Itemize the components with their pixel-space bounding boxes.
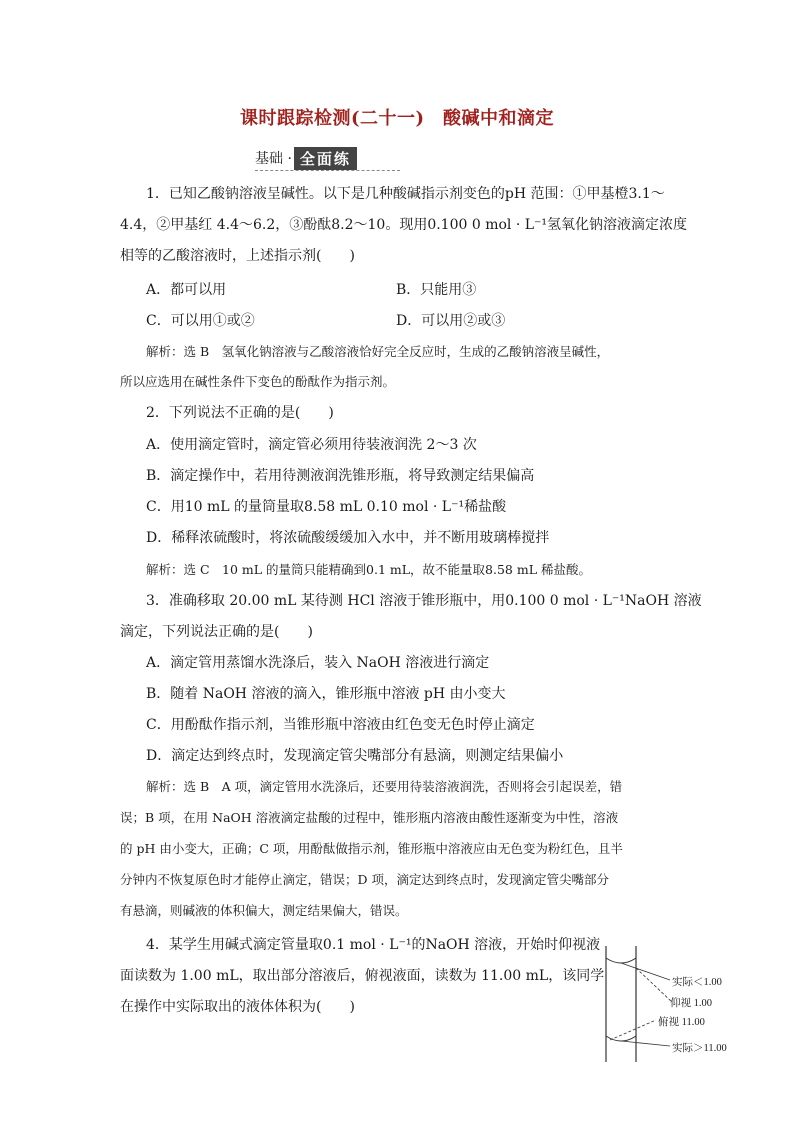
q1-stem-line2: 4.4，②甲基红 4.4～6.2，③酚酞8.2～10。现用0.100 0 mol · L⁻¹氢氧化钠溶液滴定浓度 xyxy=(120,217,688,233)
q1-stem-line1: 1．已知乙酸钠溶液呈碱性。以下是几种酸碱指示剂变色的pH 范围：①甲基橙3.1～ xyxy=(146,186,665,202)
q1-stem-line3: 相等的乙酸溶液时，上述指示剂( ) xyxy=(120,248,355,264)
q1-analysis-line2: 所以应选用在碱性条件下变色的酚酞作为指示剂。 xyxy=(120,374,396,389)
section-divider xyxy=(255,170,400,171)
label-look-up: 仰视 1.00 xyxy=(670,998,712,1009)
label-look-down: 俯视 11.00 xyxy=(658,1017,705,1028)
q2-option-d: D．稀释浓硫酸时，将浓硫酸缓缓加入水中，并不断用玻璃棒搅拌 xyxy=(146,530,550,546)
q2-option-c: C．用10 mL 的量筒量取8.58 mL 0.10 mol · L⁻¹稀盐酸 xyxy=(146,499,507,515)
q1-option-d: D．可以用②或③ xyxy=(396,313,506,329)
q3-stem-line2: 滴定，下列说法正确的是( ) xyxy=(120,624,313,640)
section-badge: 全面练 xyxy=(294,147,357,170)
label-actual-lt: 实际＜1.00 xyxy=(672,977,722,988)
q3-analysis-line5: 有悬滴，则碱液的体积偏大，测定结果偏大，错误。 xyxy=(120,903,408,918)
q4-stem-line1: 4．某学生用碱式滴定管量取0.1 mol · L⁻¹的NaOH 溶液，开始时仰视液 xyxy=(146,937,601,953)
q3-analysis-line4: 分钟内不恢复原色时才能停止滴定，错误；D 项，滴定达到终点时，发现滴定管尖嘴部分 xyxy=(120,872,609,887)
q3-analysis-line2: 误；B 项，在用 NaOH 溶液滴定盐酸的过程中，锥形瓶内溶液由酸性逐渐变为中性，溶液 xyxy=(120,810,619,825)
q3-analysis-line1: 解析：选 B A 项，滴定管用水洗涤后，还要用待装溶液润洗，否则将会引起误差，错 xyxy=(146,779,623,794)
q2-analysis: 解析：选 C 10 mL 的量筒只能精确到0.1 mL，故不能量取8.58 mL 稀盐酸。 xyxy=(146,562,591,577)
q3-option-a: A．滴定管用蒸馏水洗涤后，装入 NaOH 溶液进行滴定 xyxy=(146,655,490,671)
q4-stem-line3: 在操作中实际取出的液体体积为( ) xyxy=(120,999,355,1015)
q3-option-d: D．滴定达到终点时，发现滴定管尖嘴部分有悬滴，则测定结果偏小 xyxy=(146,748,564,764)
q3-option-c: C．用酚酞作指示剂，当锥形瓶中溶液由红色变无色时停止滴定 xyxy=(146,717,535,733)
q1-analysis-line1: 解析：选 B 氢氧化钠溶液与乙酸溶液恰好完全反应时，生成的乙酸钠溶液呈碱性， xyxy=(146,344,610,359)
q1-option-c: C．可以用①或② xyxy=(146,313,255,329)
page-title: 课时跟踪检测(二十一) 酸碱中和滴定 xyxy=(239,108,555,129)
q2-option-b: B．滴定操作中，若用待测液润洗锥形瓶，将导致测定结果偏高 xyxy=(146,468,535,484)
q3-analysis-line3: 的 pH 由小变大，正确；C 项，用酚酞做指示剂，锥形瓶中溶液应由无色变为粉红色，且半 xyxy=(120,841,623,856)
q3-option-b: B．随着 NaOH 溶液的滴入，锥形瓶中溶液 pH 由小变大 xyxy=(146,686,506,702)
q3-stem-line1: 3．准确移取 20.00 mL 某待测 HCl 溶液于锥形瓶中，用0.100 0 mol · L⁻¹NaOH 溶液 xyxy=(146,593,702,609)
burette-figure xyxy=(600,944,740,1064)
q2-stem: 2．下列说法不正确的是( ) xyxy=(146,405,334,421)
q1-option-a: A．都可以用 xyxy=(146,282,227,298)
q4-stem-line2: 面读数为 1.00 mL，取出部分溶液后，俯视液面，读数为 11.00 mL，该同学 xyxy=(120,968,605,984)
q1-option-b: B．只能用③ xyxy=(396,282,477,298)
section-header xyxy=(255,146,357,170)
q2-option-a: A．使用滴定管时，滴定管必须用待装液润洗 2～3 次 xyxy=(146,437,477,453)
label-actual-gt: 实际＞11.00 xyxy=(672,1043,727,1054)
section-tag: 基础 · xyxy=(255,151,292,167)
